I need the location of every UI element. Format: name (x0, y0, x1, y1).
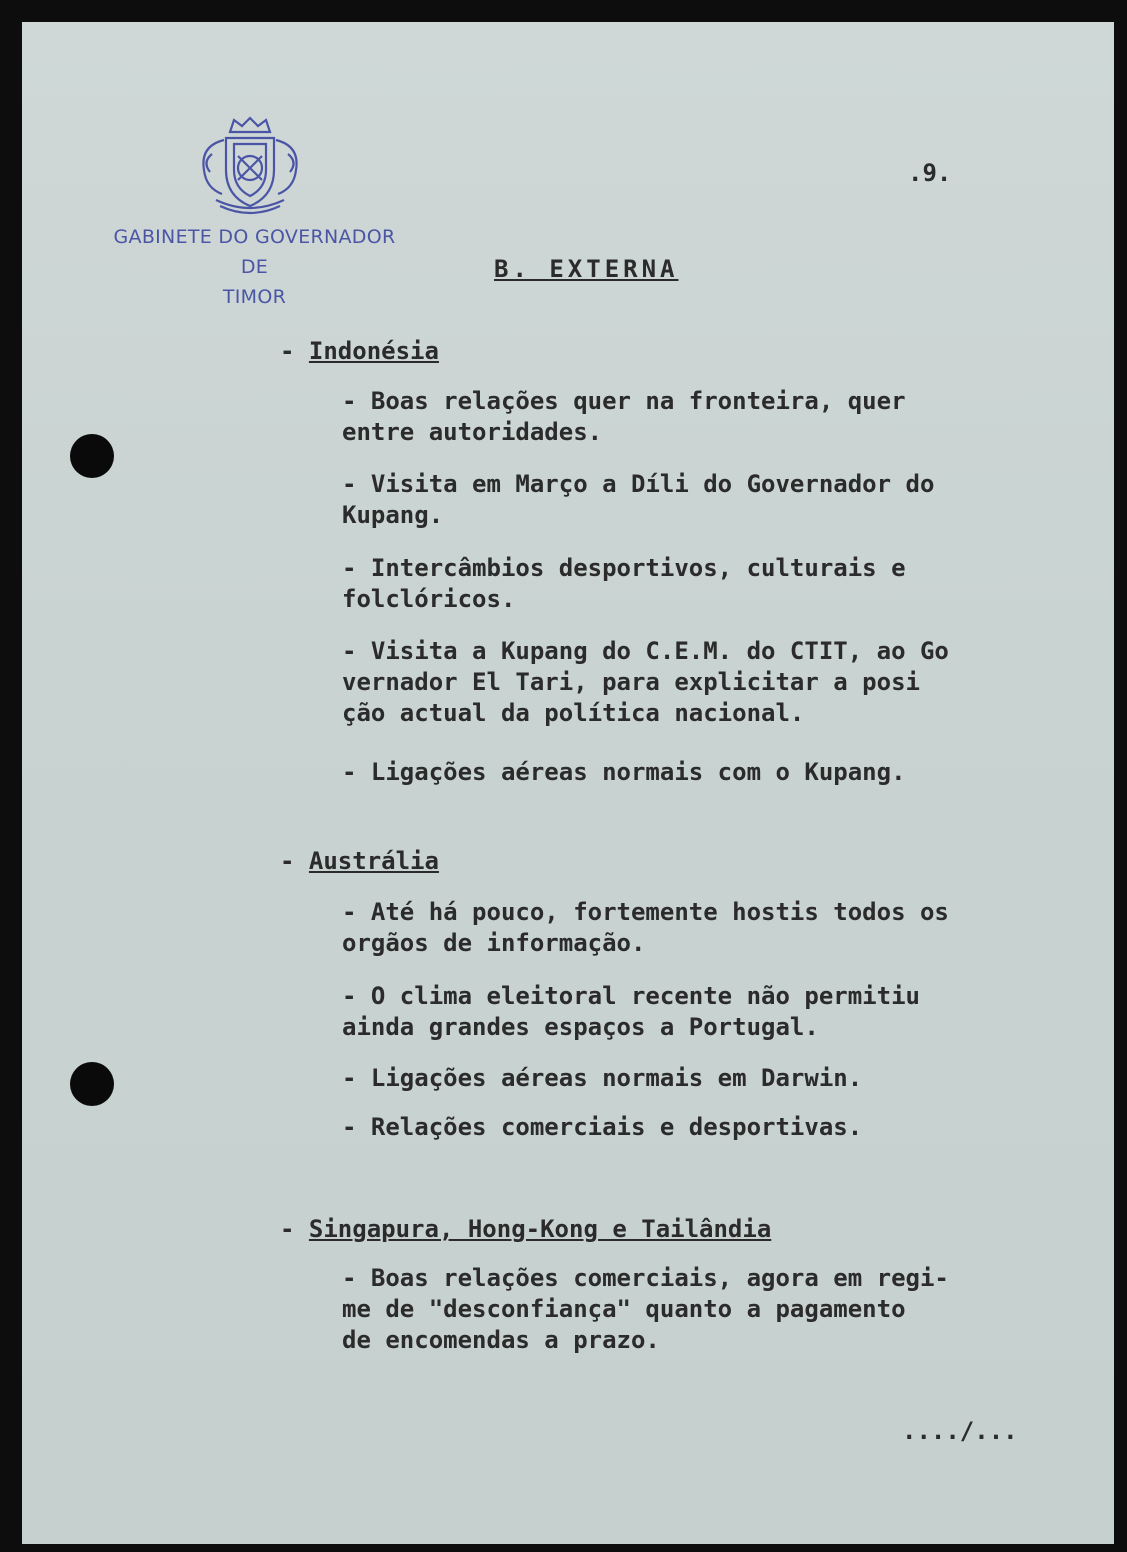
heading-name: Austrália (308, 847, 439, 875)
list-item: - O clima eleitoral recente não permitiu ainda grandes espaços a Portugal. (342, 982, 920, 1041)
continuation-mark: ..../... (902, 1417, 1018, 1445)
heading-dash: - (280, 847, 295, 875)
heading-name: Indonésia (308, 337, 439, 365)
group-heading (280, 1214, 771, 1245)
heading-dash: - (280, 1215, 295, 1243)
list-item: - Boas relações quer na fronteira, quer entre autoridades. (342, 387, 906, 446)
group-heading (280, 846, 439, 877)
list-item: - Visita em Março a Díli do Governador do Kupang. (342, 470, 935, 529)
heading-name: Singapura, Hong-Kong e Tailândia (308, 1215, 772, 1243)
list-item: - Até há pouco, fortemente hostis todos os orgãos de informação. (342, 898, 949, 957)
section-title: B. EXTERNA (494, 255, 679, 283)
coat-of-arms-seal-icon (194, 110, 306, 216)
list-item: - Ligações aéreas normais com o Kupang. (342, 758, 906, 786)
list-item: - Boas relações comerciais, agora em regi- me de "desconfiança" quanto a pagamento de encomendas a prazo. (342, 1264, 949, 1354)
letterhead-line: GABINETE DO GOVERNADOR (113, 226, 396, 248)
letterhead-line: DE (240, 256, 269, 278)
list-item: - Visita a Kupang do C.E.M. do CTIT, ao Go vernador El Tari, para explicitar a posi ção actual da política nacional. (342, 637, 949, 727)
group-heading (280, 336, 439, 367)
punch-hole-icon (70, 434, 114, 478)
list-item: - Ligações aéreas normais em Darwin. (342, 1064, 863, 1092)
letterhead (72, 222, 437, 312)
list-item: - Intercâmbios desportivos, culturais e folclóricos. (342, 554, 906, 613)
punch-hole-icon (70, 1062, 114, 1106)
document-page (22, 22, 1114, 1544)
letterhead-line: TIMOR (222, 286, 287, 308)
list-item: - Relações comerciais e desportivas. (342, 1113, 863, 1141)
heading-dash: - (280, 337, 295, 365)
page-number: .9. (908, 159, 952, 187)
